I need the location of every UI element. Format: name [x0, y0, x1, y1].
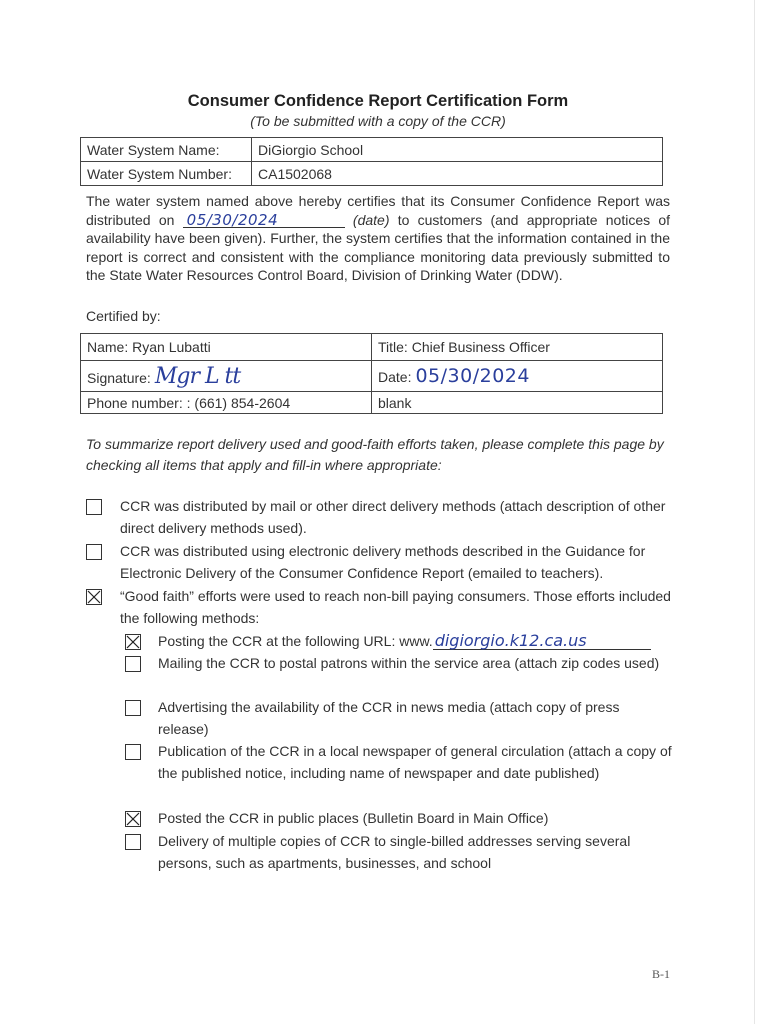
certifier-table: [80, 333, 663, 414]
water-system-name-row: [81, 138, 663, 162]
signature-cell: [81, 361, 372, 392]
good-faith-advertising-text: Advertising the availability of the CCR in news media (attach copy of press release): [158, 699, 620, 737]
name-value: Ryan Lubatti: [132, 339, 211, 355]
method-mail-delivery: [120, 495, 672, 539]
certifier-row-phone: [81, 392, 663, 414]
certifier-title-cell: [372, 334, 663, 361]
name-label: Name:: [87, 339, 129, 355]
checkbox-newspaper[interactable]: [125, 744, 141, 760]
url-value: digiorgio.k12.ca.us: [433, 633, 651, 650]
checkbox-url[interactable]: [125, 634, 141, 650]
water-system-table: [80, 137, 663, 186]
phone-label: Phone number:: [87, 394, 183, 411]
checkbox-mailing[interactable]: [125, 656, 141, 672]
water-system-number-label: Water System Number:: [81, 162, 252, 186]
good-faith-mailing: [158, 652, 672, 674]
good-faith-newspaper-text: Publication of the CCR in a local newspaper of general circulation (attach a copy of the published notice, including name of newspaper and date published): [158, 743, 672, 781]
certification-text-before: The water system named above hereby certifies that its Consumer Confidence Report was distributed on: [86, 193, 670, 228]
good-faith-newspaper: [158, 740, 672, 784]
certified-by-label: Certified by:: [86, 308, 161, 324]
checkbox-advertising[interactable]: [125, 700, 141, 716]
certification-text-after: to customers (and appropriate notices of availability have been given). Further, the system certifies that the information contained in the report is correct and consistent with the compliance monitoring data previously submitted to the State Water Resources Control Board, Division of Drinking Water (DDW).: [86, 211, 671, 284]
water-system-name-label: Water System Name:: [81, 138, 252, 162]
form-subtitle: (To be submitted with a copy of the CCR): [250, 113, 506, 129]
certifier-name-cell: [81, 334, 372, 361]
date-cell: [372, 361, 663, 392]
page-number: B-1: [652, 967, 670, 981]
checkbox-multiple-copies[interactable]: [125, 834, 141, 850]
method-good-faith-text: “Good faith” efforts were used to reach non-bill paying consumers. Those efforts included the following methods:: [120, 588, 671, 626]
water-system-name-value: DiGiorgio School: [252, 138, 663, 162]
method-mail-delivery-text: CCR was distributed by mail or other direct delivery methods (attach description of other direct delivery methods used).: [120, 498, 666, 536]
date-label: (date): [352, 211, 390, 228]
good-faith-advertising: [158, 696, 672, 740]
good-faith-url: [158, 630, 672, 652]
signature-label: Signature:: [87, 369, 151, 386]
check-x-icon: [87, 590, 101, 604]
distribution-date-fill: 05/30/2024: [183, 213, 345, 228]
phone-cell: [81, 392, 372, 414]
page-edge: [754, 0, 755, 1024]
form-title: Consumer Confidence Report Certification Form: [187, 92, 569, 110]
water-system-number-row: [81, 162, 663, 186]
method-electronic-delivery-text: CCR was distributed using electronic delivery methods described in the Guidance for Electronic Delivery of the Consumer Confidence Report (emailed to teachers).: [120, 543, 646, 581]
url-label: Posting the CCR at the following URL: www.: [158, 633, 433, 649]
method-good-faith: [120, 585, 672, 629]
instructions-text: To summarize report delivery used and good-faith efforts taken, please complete this page by checking all items that apply and fill-in where appropriate:: [86, 436, 664, 473]
good-faith-public-places: [158, 807, 672, 829]
handwritten-signature: Mgr L tt: [154, 363, 241, 389]
checkbox-electronic-delivery[interactable]: [86, 544, 102, 560]
checkbox-public-places[interactable]: [125, 811, 141, 827]
good-faith-mailing-text: Mailing the CCR to postal patrons within the service area (attach zip codes used): [158, 655, 660, 671]
phone-value: : (661) 854-2604: [186, 394, 291, 411]
check-x-icon: [126, 812, 140, 826]
method-electronic-delivery: [120, 540, 672, 584]
date-field-label: Date:: [378, 369, 412, 385]
title-label: Title:: [378, 339, 408, 355]
checkbox-good-faith[interactable]: [86, 589, 102, 605]
certifier-row-name: [81, 334, 663, 361]
checkbox-mail-delivery[interactable]: [86, 499, 102, 515]
water-system-number-value: CA1502068: [252, 162, 663, 186]
good-faith-multiple-copies-text: Delivery of multiple copies of CCR to single-billed addresses serving several persons, such as apartments, businesses, and school: [158, 833, 631, 871]
certification-paragraph: [86, 192, 670, 285]
good-faith-public-places-text: Posted the CCR in public places (Bulletin Board in Main Office): [158, 810, 549, 826]
certifier-row-signature: [81, 361, 663, 392]
handwritten-date: 05/30/2024: [415, 365, 530, 387]
good-faith-multiple-copies: [158, 830, 672, 874]
check-x-icon: [126, 635, 140, 649]
blank-cell: blank: [372, 392, 663, 414]
title-value: Chief Business Officer: [411, 339, 550, 355]
